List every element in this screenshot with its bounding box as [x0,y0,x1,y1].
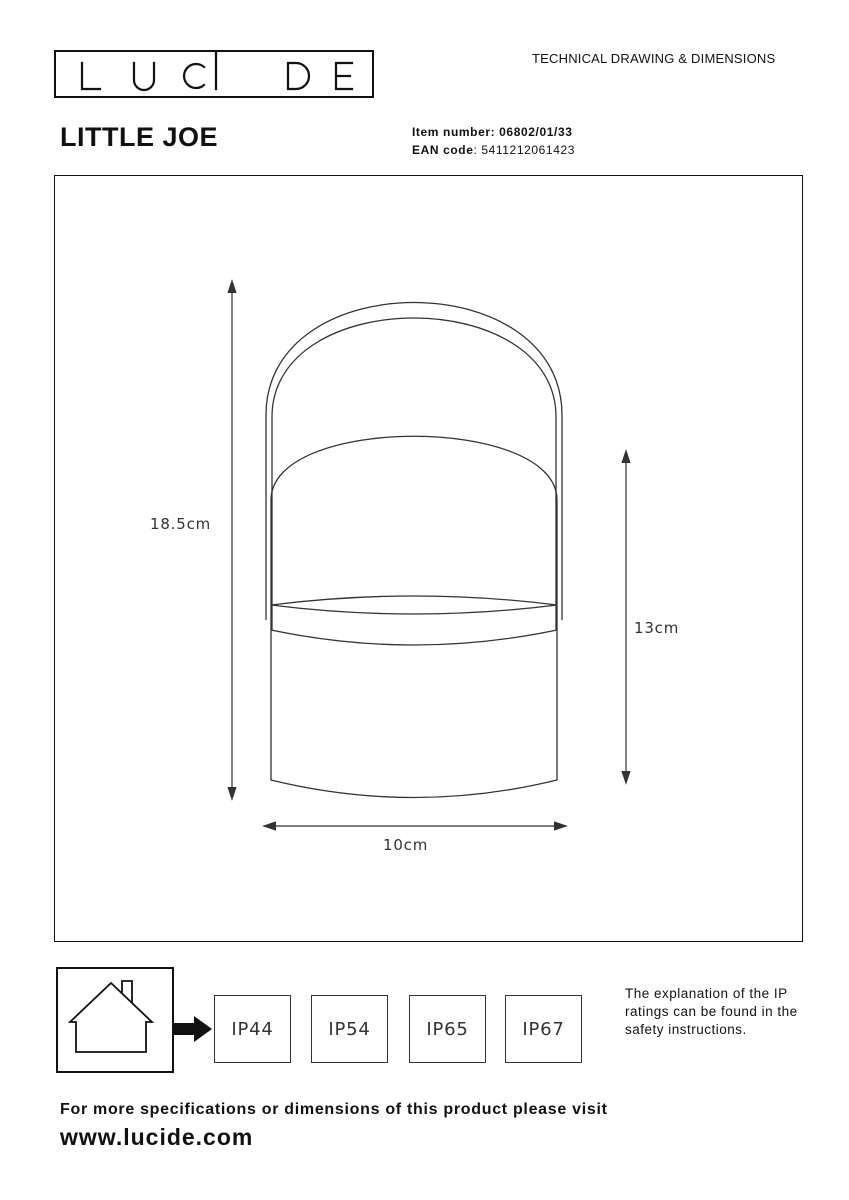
item-number-value: 06802/01/33 [499,125,573,139]
footer-text: For more specifications or dimensions of this product please visit [60,1101,608,1118]
footer-url-link[interactable]: www.lucide.com [60,1124,254,1150]
header-title: TECHNICAL DRAWING & DIMENSIONS [532,51,776,66]
ean-label: EAN code [412,143,474,157]
handle-inner [272,318,556,630]
handle-outer [266,303,562,621]
shade-dome [271,436,557,605]
ip-explanation-note: The explanation of the IP ratings can be found in the safety instructions. [625,986,798,1037]
ean-value: : 5411212061423 [473,143,576,157]
dimension-width: 10cm [383,836,429,854]
band-top [271,596,557,605]
arrow-right-icon [174,1016,212,1042]
dimension-inner-height: 13cm [634,619,680,637]
band-top-front [271,605,557,614]
lamp-technical-drawing [54,175,803,942]
band-bottom [271,630,557,645]
ean-line [412,143,575,157]
lucide-logo-mark [56,52,376,100]
brand-logo [54,50,374,98]
product-name: LITTLE JOE [60,122,219,152]
ip-rating-ip65: IP65 [409,995,486,1063]
dimension-total-height: 18.5cm [150,515,212,533]
ip-rating-ip54: IP54 [311,995,388,1063]
house-arrow-graphic [56,967,216,1077]
house-icon [70,981,152,1052]
ip-rating-ip67: IP67 [505,995,582,1063]
item-number-line [412,125,573,139]
item-number-label: Item number: [412,125,496,139]
ip-rating-ip44: IP44 [214,995,291,1063]
base-body [271,605,557,798]
